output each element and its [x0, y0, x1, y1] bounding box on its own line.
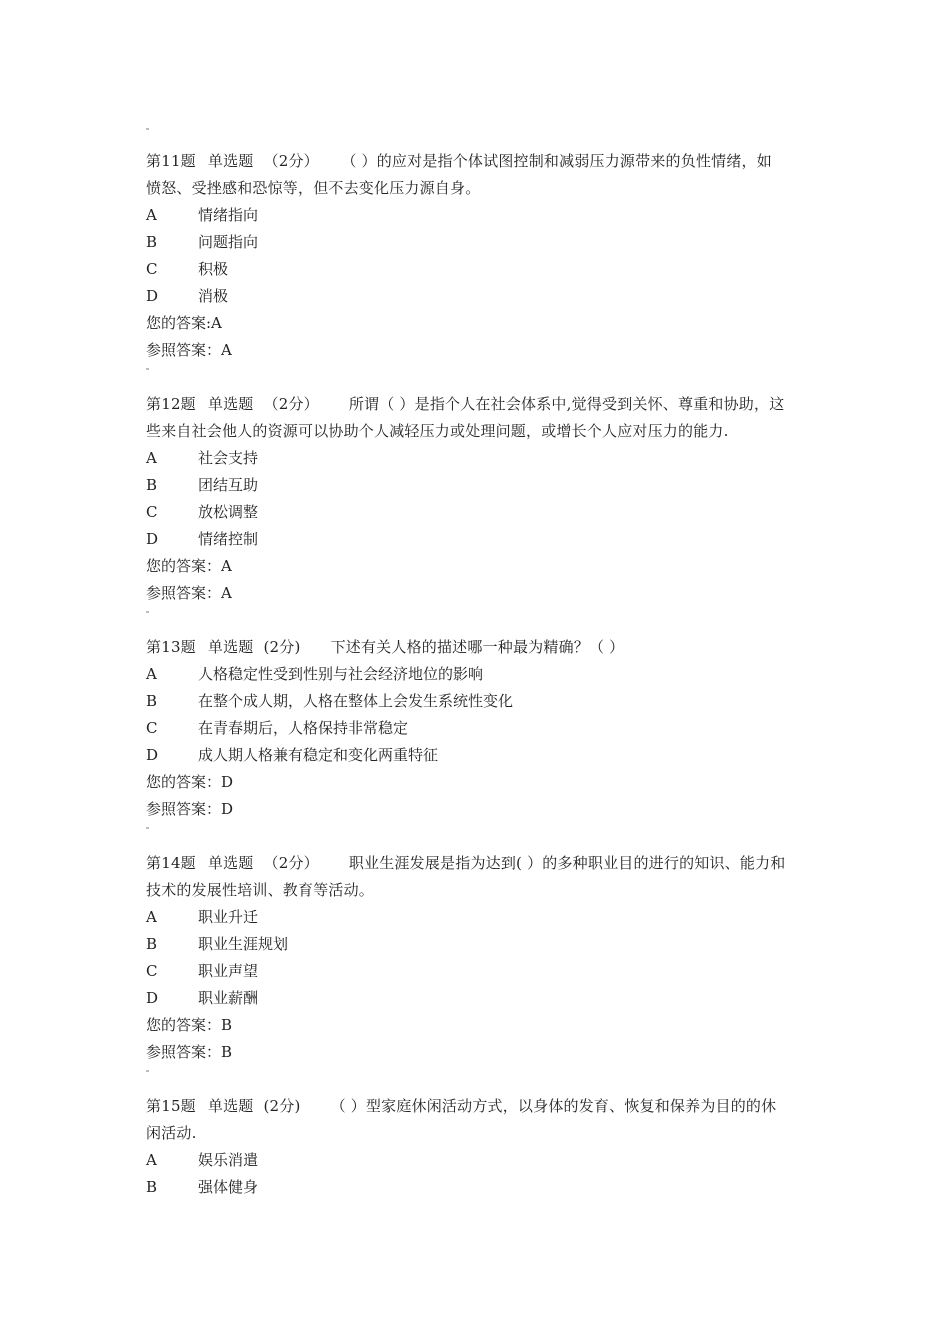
question-stem [146, 634, 786, 661]
option-d [146, 283, 786, 310]
separator-marker [146, 1070, 149, 1072]
option-letter: A [146, 908, 157, 926]
option-d [146, 526, 786, 553]
option-text: 职业升迁 [198, 908, 259, 926]
option-letter: B [146, 935, 158, 953]
option-text: 团结互助 [198, 476, 259, 494]
question-type: 单选题 [207, 854, 254, 872]
question-number: 第12题 [146, 395, 196, 413]
option-a [146, 1147, 786, 1174]
question-type: 单选题 [207, 395, 254, 413]
question-text: 所谓（ ）是指个人在社会体系中,觉得受到关怀、尊重和协助，这些来自社会他人的资源可以协助个人减轻压力或处理问题，或增长个人应对压力的能力. [146, 395, 785, 440]
question-score: (2分) [263, 638, 301, 656]
question-score: （2分） [263, 152, 319, 170]
option-a [146, 202, 786, 229]
question-15 [146, 1093, 786, 1201]
option-a [146, 904, 786, 931]
option-c [146, 256, 786, 283]
option-letter: A [146, 1151, 157, 1169]
option-letter: D [146, 746, 159, 764]
your-answer: 您的答案:A [146, 314, 222, 332]
question-stem [146, 148, 786, 202]
reference-answer: 参照答案：A [146, 584, 232, 602]
option-b [146, 229, 786, 256]
question-text: 职业生涯发展是指为达到( ）的多种职业目的进行的知识、能力和技术的发展性培训、教育等活动。 [146, 854, 786, 899]
question-text: （ ）型家庭休闲活动方式，以身体的发育、恢复和保养为目的的休闲活动. [146, 1097, 777, 1142]
option-b [146, 688, 786, 715]
option-letter: D [146, 287, 159, 305]
reference-answer: 参照答案：D [146, 800, 234, 818]
separator-marker [146, 611, 149, 613]
your-answer: 您的答案：A [146, 557, 232, 575]
option-list [146, 445, 786, 553]
option-letter: A [146, 665, 157, 683]
question-type: 单选题 [207, 1097, 254, 1115]
option-text: 职业生涯规划 [198, 935, 289, 953]
question-12 [146, 391, 786, 607]
option-list [146, 202, 786, 310]
question-stem [146, 391, 786, 445]
option-c [146, 715, 786, 742]
question-14 [146, 850, 786, 1066]
option-letter: B [146, 1178, 158, 1196]
question-type: 单选题 [207, 152, 254, 170]
option-b [146, 1174, 786, 1201]
option-list [146, 904, 786, 1012]
option-d [146, 742, 786, 769]
option-letter: C [146, 260, 158, 278]
option-text: 人格稳定性受到性别与社会经济地位的影响 [198, 665, 484, 683]
question-number: 第15题 [146, 1097, 196, 1115]
reference-answer: 参照答案：A [146, 341, 232, 359]
separator-marker [146, 368, 149, 370]
question-number: 第14题 [146, 854, 196, 872]
option-c [146, 499, 786, 526]
option-text: 成人期人格兼有稳定和变化两重特征 [198, 746, 439, 764]
question-score: (2分) [263, 1097, 301, 1115]
option-letter: B [146, 233, 158, 251]
option-c [146, 958, 786, 985]
question-13 [146, 634, 786, 823]
question-11 [146, 148, 786, 364]
question-stem [146, 1093, 786, 1147]
option-letter: C [146, 962, 158, 980]
question-score: （2分） [263, 395, 319, 413]
option-b [146, 931, 786, 958]
option-letter: B [146, 476, 158, 494]
question-number: 第11题 [146, 152, 196, 170]
question-text: 下述有关人格的描述哪一种最为精确？（ ） [330, 638, 625, 656]
option-text: 情绪指向 [198, 206, 259, 224]
option-text: 放松调整 [198, 503, 259, 521]
option-letter: D [146, 530, 159, 548]
option-text: 积极 [198, 260, 229, 278]
option-letter: A [146, 449, 157, 467]
reference-answer: 参照答案：B [146, 1043, 233, 1061]
option-letter: B [146, 692, 158, 710]
option-a [146, 445, 786, 472]
option-letter: C [146, 719, 158, 737]
your-answer: 您的答案：B [146, 1016, 233, 1034]
option-text: 在整个成人期，人格在整体上会发生系统性变化 [198, 692, 514, 710]
option-text: 情绪控制 [198, 530, 259, 548]
option-b [146, 472, 786, 499]
option-list [146, 661, 786, 769]
option-text: 强体健身 [198, 1178, 259, 1196]
option-text: 社会支持 [198, 449, 259, 467]
option-d [146, 985, 786, 1012]
document-page [146, 0, 786, 1344]
question-number: 第13题 [146, 638, 196, 656]
option-letter: D [146, 989, 159, 1007]
question-text: （ ）的应对是指个体试图控制和减弱压力源带来的负性情绪，如愤怒、受挫感和恐惊等，但不去变化压力源自身。 [146, 152, 772, 197]
separator-marker [146, 827, 149, 829]
option-text: 消极 [198, 287, 229, 305]
option-letter: C [146, 503, 158, 521]
option-text: 娱乐消遣 [198, 1151, 259, 1169]
question-stem [146, 850, 786, 904]
option-letter: A [146, 206, 157, 224]
option-text: 问题指向 [198, 233, 259, 251]
option-list [146, 1147, 786, 1201]
option-a [146, 661, 786, 688]
option-text: 职业声望 [198, 962, 259, 980]
page-marker [146, 128, 149, 130]
question-score: （2分） [263, 854, 319, 872]
option-text: 在青春期后，人格保持非常稳定 [198, 719, 409, 737]
your-answer: 您的答案：D [146, 773, 234, 791]
option-text: 职业薪酬 [198, 989, 259, 1007]
question-type: 单选题 [207, 638, 254, 656]
